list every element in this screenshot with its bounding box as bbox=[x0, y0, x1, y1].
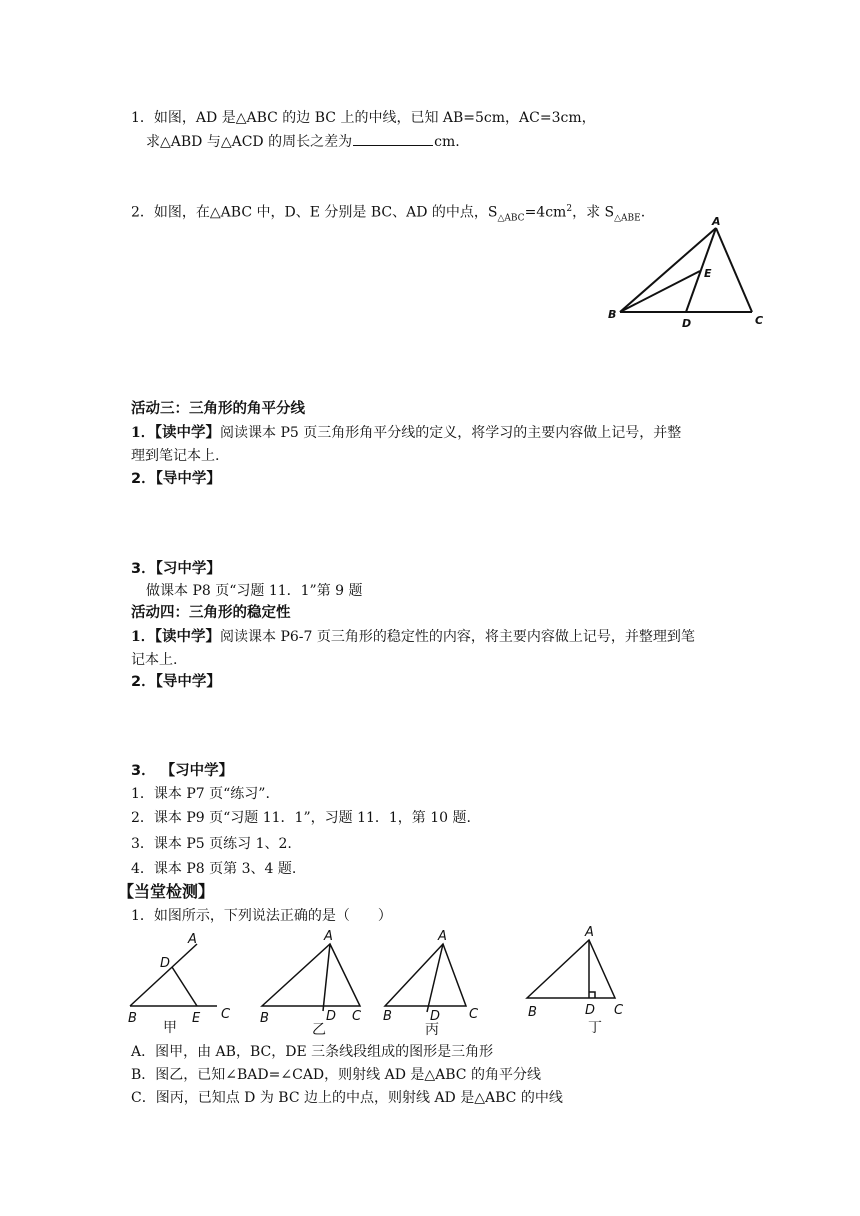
answer-blank[interactable] bbox=[353, 131, 433, 146]
q2-text-post: . bbox=[640, 204, 646, 221]
option-c: C．图丙，已知点 D 为 BC 边上的中点，则射线 AD 是△ABC 的中线 bbox=[131, 1090, 563, 1106]
activity4-item1 bbox=[131, 627, 695, 647]
fig-bing-triangle bbox=[385, 944, 466, 1006]
check-title: 【当堂检测】 bbox=[118, 882, 215, 901]
q2-text-mid: =4cm bbox=[524, 204, 567, 221]
fig-ding-label-a: A bbox=[585, 925, 594, 940]
activity4-item1-cont: 记本上. bbox=[131, 652, 178, 668]
fig-yi-label-a: A bbox=[324, 929, 333, 944]
fig-ding-caption: 丁 bbox=[588, 1020, 602, 1036]
q1-line2-text: 求△ABD 与△ACD 的周长之差为 bbox=[146, 134, 353, 150]
fig-bing-ray-ad bbox=[427, 944, 443, 1012]
activity4-item1-num: 1． bbox=[131, 629, 155, 645]
activity3-item1-num: 1． bbox=[131, 425, 155, 441]
q1-unit: cm. bbox=[434, 134, 460, 150]
fig-jia-label-c: C bbox=[221, 1007, 231, 1022]
q2-line bbox=[131, 199, 645, 228]
fig-yi-triangle bbox=[262, 944, 360, 1006]
exercise-list-item: 4．课本 P8 页第 3、4 题. bbox=[131, 861, 297, 877]
fig-yi-ray-ad bbox=[323, 944, 330, 1011]
fig-ding-label-c: C bbox=[614, 1003, 624, 1018]
fig-bing-label-c: C bbox=[469, 1007, 479, 1022]
fig-bing-caption: 丙 bbox=[425, 1022, 439, 1038]
label-b: B bbox=[608, 308, 617, 321]
fig-jia-caption: 甲 bbox=[163, 1020, 177, 1036]
activity3-item3: 3．【习中学】 bbox=[131, 561, 221, 577]
q2-text-pre: 2．如图，在△ABC 中，D、E 分别是 BC、AD 的中点，S bbox=[131, 204, 498, 221]
fig-jia-ray-ba bbox=[130, 944, 197, 1006]
exercise-list-item: 1．课本 P7 页“练习”. bbox=[131, 786, 270, 802]
q2-sup: 2 bbox=[566, 204, 573, 214]
fig-yi-label-d: D bbox=[326, 1009, 337, 1024]
fig-jia-label-b: B bbox=[128, 1011, 137, 1026]
fig-ding-triangle bbox=[527, 940, 615, 998]
q2-triangle-figure bbox=[600, 215, 780, 335]
fig-yi-label-b: B bbox=[260, 1011, 269, 1026]
fig-jia-de bbox=[172, 967, 197, 1006]
q2-sub-abe: △ABE bbox=[614, 213, 641, 224]
activity3-item1-text: 阅读课本 P5 页三角形角平分线的定义，将学习的主要内容做上记号，并整 bbox=[220, 425, 682, 441]
q2-text-mid2: ，求 S bbox=[572, 204, 615, 221]
option-a: A．图甲，由 AB，BC，DE 三条线段组成的图形是三角形 bbox=[131, 1044, 494, 1060]
fig-jia-label-a: A bbox=[188, 932, 197, 947]
label-c: C bbox=[755, 314, 764, 327]
fig-bing-label-a: A bbox=[438, 929, 447, 944]
fig-ding-right-angle-mark bbox=[589, 992, 595, 998]
activity3-title: 活动三：三角形的角平分线 bbox=[131, 401, 305, 417]
activity3-item2: 2．【导中学】 bbox=[131, 471, 221, 487]
side-ac bbox=[716, 228, 752, 312]
check-q1: 1．如图所示，下列说法正确的是（ ） bbox=[131, 908, 392, 924]
label-d: D bbox=[682, 317, 692, 330]
activity4-item1-text: 阅读课本 P6-7 页三角形的稳定性的内容，将主要内容做上记号，并整理到笔 bbox=[220, 629, 695, 645]
fig-yi-caption: 乙 bbox=[312, 1022, 326, 1038]
fig-jia-label-d: D bbox=[160, 956, 171, 971]
q1-line1: 1．如图，AD 是△ABC 的边 BC 上的中线，已知 AB=5cm，AC=3cm， bbox=[131, 110, 596, 126]
exercise-list-item: 3．课本 P5 页练习 1、2. bbox=[131, 836, 292, 852]
fig-bing-label-d: D bbox=[430, 1009, 441, 1024]
label-a: A bbox=[712, 215, 721, 228]
figures-row bbox=[120, 925, 640, 1038]
activity3-item1 bbox=[131, 423, 681, 443]
option-b: B．图乙，已知∠BAD=∠CAD，则射线 AD 是△ABC 的角平分线 bbox=[131, 1067, 541, 1083]
fig-bing-label-b: B bbox=[383, 1009, 392, 1024]
fig-ding-label-d: D bbox=[585, 1003, 596, 1018]
fig-ding-label-b: B bbox=[528, 1005, 537, 1020]
q1-line2 bbox=[146, 131, 460, 152]
exercise-list-item: 2．课本 P9 页“习题 11．1”，习题 11．1，第 10 题. bbox=[131, 810, 471, 826]
q2-sub-abc: △ABC bbox=[497, 213, 525, 224]
activity4-item2: 2．【导中学】 bbox=[131, 674, 221, 690]
activity3-read-tag: 【读中学】 bbox=[154, 425, 220, 441]
activity4-item3: 3． 【习中学】 bbox=[131, 763, 234, 779]
label-e: E bbox=[704, 267, 712, 280]
activity3-item1-cont: 理到笔记本上. bbox=[131, 448, 220, 464]
activity4-title: 活动四：三角形的稳定性 bbox=[131, 605, 291, 621]
activity4-read-tag: 【读中学】 bbox=[154, 629, 220, 645]
activity3-item3-text: 做课本 P8 页“习题 11．1”第 9 题 bbox=[146, 583, 363, 599]
fig-jia-label-e: E bbox=[192, 1011, 201, 1026]
fig-yi-label-c: C bbox=[352, 1009, 362, 1024]
